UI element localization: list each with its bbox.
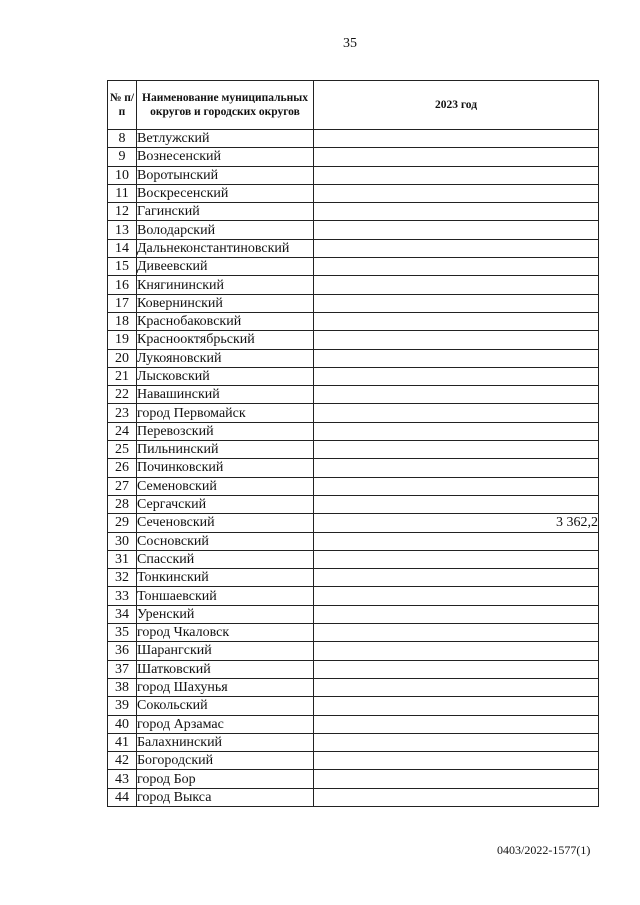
table-row [108,276,599,294]
table-row [108,605,599,623]
table-row [108,404,599,422]
district-name: Сосновский [137,532,314,550]
row-number: 40 [108,715,137,733]
row-number: 12 [108,203,137,221]
table-row [108,331,599,349]
row-number: 41 [108,733,137,751]
district-name: Тонкинский [137,569,314,587]
row-number: 20 [108,349,137,367]
table-row [108,569,599,587]
row-number: 16 [108,276,137,294]
district-name: Уренский [137,605,314,623]
row-number: 39 [108,697,137,715]
row-number: 43 [108,770,137,788]
district-name: город Первомайск [137,404,314,422]
row-number: 19 [108,331,137,349]
row-number: 23 [108,404,137,422]
year-2023-value [314,386,599,404]
table-row [108,532,599,550]
row-number: 15 [108,258,137,276]
table-row [108,495,599,513]
year-2023-value [314,258,599,276]
year-2023-value [314,605,599,623]
district-name: Сергачский [137,495,314,513]
table-row [108,203,599,221]
year-2023-value [314,239,599,257]
table-row [108,660,599,678]
year-2023-value [314,477,599,495]
table-row [108,441,599,459]
row-number: 8 [108,130,137,148]
table-row [108,221,599,239]
header-year: 2023 год [314,81,599,130]
row-number: 21 [108,367,137,385]
row-number: 27 [108,477,137,495]
year-2023-value [314,441,599,459]
year-2023-value [314,569,599,587]
district-name: Краснобаковский [137,312,314,330]
district-name: Тоншаевский [137,587,314,605]
document-code: 0403/2022-1577(1) [497,843,591,857]
year-2023-value [314,495,599,513]
table-row [108,678,599,696]
district-name: Пильнинский [137,441,314,459]
table-row [108,148,599,166]
district-name: Краснооктябрьский [137,331,314,349]
year-2023-value [314,770,599,788]
page-number: 35 [343,36,357,51]
district-name: Княгининский [137,276,314,294]
table-row [108,642,599,660]
district-name: Володарский [137,221,314,239]
row-number: 44 [108,788,137,806]
table-row [108,294,599,312]
district-name: Лысковский [137,367,314,385]
table-row [108,184,599,202]
row-number: 17 [108,294,137,312]
district-name: Шарангский [137,642,314,660]
table-row [108,752,599,770]
row-number: 35 [108,624,137,642]
district-name: Ковернинский [137,294,314,312]
row-number: 31 [108,550,137,568]
table-body [108,130,599,807]
district-name: город Арзамас [137,715,314,733]
row-number: 33 [108,587,137,605]
district-name: Воскресенский [137,184,314,202]
year-2023-value [314,130,599,148]
row-number: 30 [108,532,137,550]
table-row [108,587,599,605]
table-row [108,697,599,715]
municipal-districts-table [107,80,599,807]
year-2023-value [314,678,599,696]
year-2023-value: 3 362,2 [314,514,599,532]
table-row [108,312,599,330]
table-row [108,422,599,440]
year-2023-value [314,587,599,605]
year-2023-value [314,697,599,715]
header-row [108,81,599,130]
table-row [108,733,599,751]
district-name: Семеновский [137,477,314,495]
table-row [108,477,599,495]
district-name: город Чкаловск [137,624,314,642]
year-2023-value [314,331,599,349]
year-2023-value [314,184,599,202]
table-row [108,788,599,806]
row-number: 24 [108,422,137,440]
year-2023-value [314,642,599,660]
district-name: Ветлужский [137,130,314,148]
district-name: Балахнинский [137,733,314,751]
year-2023-value [314,148,599,166]
year-2023-value [314,422,599,440]
table-row [108,349,599,367]
row-number: 37 [108,660,137,678]
table-row [108,459,599,477]
row-number: 34 [108,605,137,623]
row-number: 25 [108,441,137,459]
district-name: Вознесенский [137,148,314,166]
row-number: 32 [108,569,137,587]
year-2023-value [314,294,599,312]
year-2023-value [314,532,599,550]
year-2023-value [314,715,599,733]
table-row [108,624,599,642]
year-2023-value [314,788,599,806]
row-number: 29 [108,514,137,532]
table-row [108,386,599,404]
district-name: Сеченовский [137,514,314,532]
row-number: 22 [108,386,137,404]
district-name: Навашинский [137,386,314,404]
row-number: 38 [108,678,137,696]
table-row [108,130,599,148]
year-2023-value [314,660,599,678]
district-name: Спасский [137,550,314,568]
year-2023-value [314,624,599,642]
district-name: Перевозский [137,422,314,440]
district-name: Починковский [137,459,314,477]
district-name: город Шахунья [137,678,314,696]
district-name: Дивеевский [137,258,314,276]
table-row [108,166,599,184]
year-2023-value [314,312,599,330]
table-row [108,715,599,733]
header-num: № п/п [108,81,137,130]
table-header [108,81,599,130]
year-2023-value [314,367,599,385]
table-row [108,258,599,276]
table-row [108,514,599,532]
district-name: Воротынский [137,166,314,184]
row-number: 9 [108,148,137,166]
year-2023-value [314,221,599,239]
row-number: 28 [108,495,137,513]
district-name: Сокольский [137,697,314,715]
year-2023-value [314,733,599,751]
year-2023-value [314,166,599,184]
row-number: 42 [108,752,137,770]
row-number: 36 [108,642,137,660]
year-2023-value [314,752,599,770]
table-row [108,550,599,568]
table-row [108,770,599,788]
table-row [108,367,599,385]
district-name: Богородский [137,752,314,770]
year-2023-value [314,349,599,367]
row-number: 11 [108,184,137,202]
row-number: 14 [108,239,137,257]
year-2023-value [314,404,599,422]
district-name: Дальнеконстантиновский [137,239,314,257]
table-row [108,239,599,257]
year-2023-value [314,203,599,221]
district-name: город Выкса [137,788,314,806]
row-number: 13 [108,221,137,239]
district-name: Гагинский [137,203,314,221]
district-name: Лукояновский [137,349,314,367]
row-number: 18 [108,312,137,330]
row-number: 10 [108,166,137,184]
year-2023-value [314,276,599,294]
district-name: город Бор [137,770,314,788]
header-name: Наименование муниципальных округов и городских округов [137,81,314,130]
year-2023-value [314,459,599,477]
year-2023-value [314,550,599,568]
row-number: 26 [108,459,137,477]
district-name: Шатковский [137,660,314,678]
